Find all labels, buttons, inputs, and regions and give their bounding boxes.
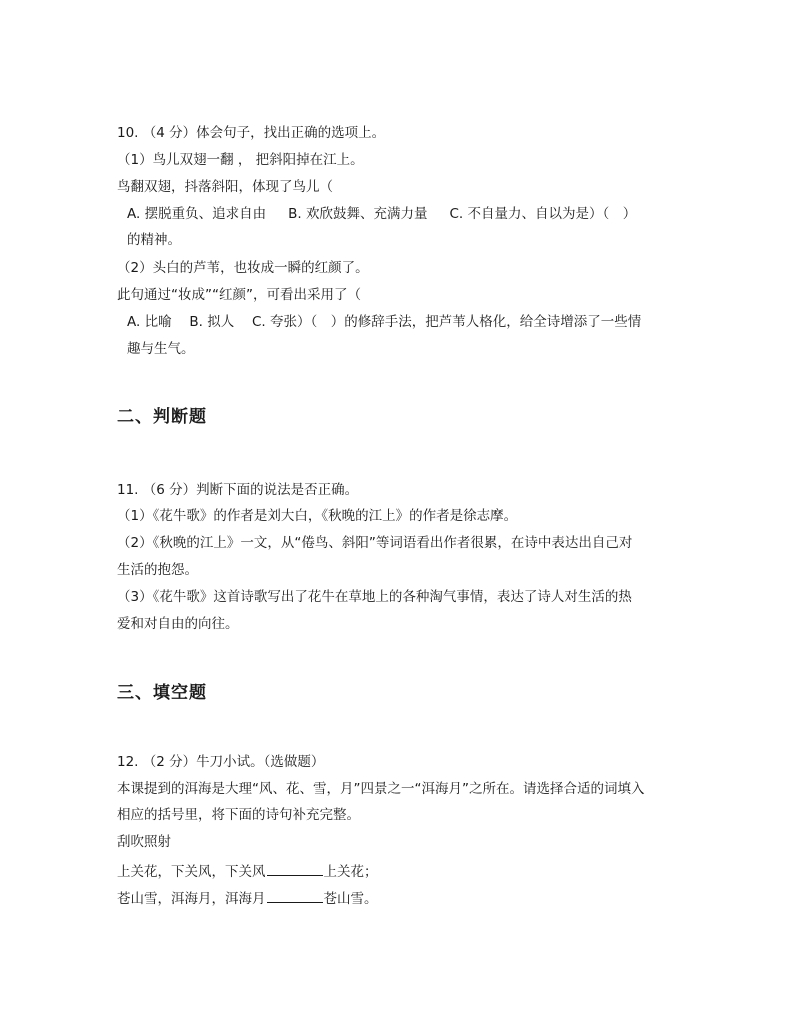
q12-poem-line2-post: 苍山雪。 — [323, 891, 378, 907]
q10-sub2-options: A. 比喻 B. 拟人 C. 夸张）（ ）的修辞手法，把芦苇人格化，给全诗增添了一些情 — [127, 314, 642, 330]
q10-sub2-tail: 趣与生气。 — [127, 341, 195, 357]
q11-statement-3-line1: （3）《花牛歌》这首诗歌写出了花牛在草地上的各种淘气事情，表达了诗人对生活的热 — [117, 589, 632, 605]
q10-sub1-option-a: A. 摆脱重负、追求自由 — [127, 206, 267, 222]
q10-sub1: （1）鸟儿双翅一翻 ， 把斜阳掉在江上。 — [117, 152, 364, 168]
q10-sub1-options — [127, 205, 636, 223]
q11-statement-2-line1: （2）《秋晚的江上》一文，从“倦鸟、斜阳”等词语看出作者很累，在诗中表达出自己对 — [117, 535, 633, 551]
section-title-judgement: 二、判断题 — [117, 407, 207, 427]
q12-poem-line2-pre: 苍山雪，洱海月，洱海月 — [117, 891, 266, 907]
q11-heading: 11. （6 分）判断下面的说法是否正确。 — [117, 482, 359, 498]
q11-statement-1: （1）《花牛歌》的作者是刘大白，《秋晚的江上》的作者是徐志摩。 — [117, 508, 518, 524]
q10-sub2: （2）头白的芦苇，也妆成一瞬的红颜了。 — [117, 260, 369, 276]
q11-statement-2-line2: 生活的抱怨。 — [117, 562, 198, 578]
section-title-fill-blank: 三、填空题 — [117, 683, 207, 703]
q12-poem-line1-pre: 上关花，下关风，下关风 — [117, 864, 266, 880]
q12-blank-1[interactable] — [267, 861, 323, 876]
q12-poem-line2 — [117, 888, 378, 908]
q10-sub1-option-c: C. 不自量力、自以为是）（ ） — [449, 206, 637, 222]
q12-blank-2[interactable] — [267, 888, 323, 903]
q12-poem-line1-post: 上关花； — [323, 864, 378, 880]
q12-prompt-line2: 相应的括号里，将下面的诗句补充完整。 — [117, 807, 360, 823]
q12-heading: 12. （2 分）牛刀小试。（选做题） — [117, 754, 325, 770]
q12-poem-line1 — [117, 861, 378, 881]
q12-prompt-line1: 本课提到的洱海是大理“风、花、雪，月”四景之一“洱海月”之所在。请选择合适的词填入 — [117, 781, 645, 797]
q10-sub1-tail: 的精神。 — [127, 232, 181, 248]
q12-word-bank: 刮吹照射 — [117, 834, 171, 850]
q10-sub1-option-b: B. 欢欣鼓舞、充满力量 — [288, 206, 428, 222]
q10-sub1-stem: 鸟翻双翅，抖落斜阳，体现了鸟儿（ — [117, 179, 333, 195]
q10-sub2-stem: 此句通过“妆成”“红颜”，可看出采用了（ — [117, 287, 361, 303]
q11-statement-3-line2: 爱和对自由的向往。 — [117, 616, 239, 632]
q10-heading: 10. （4 分）体会句子，找出正确的选项上。 — [117, 125, 386, 141]
